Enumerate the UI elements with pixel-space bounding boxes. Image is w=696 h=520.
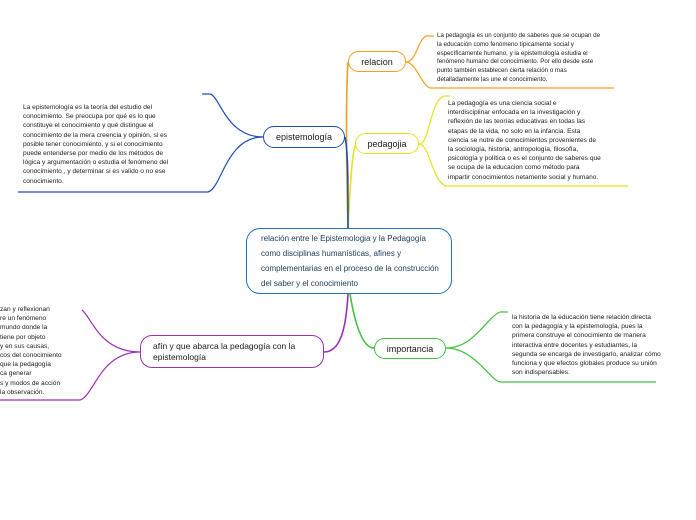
subtopic-importancia-text[interactable]: la historia de la educación tiene relación directa con la pedagogía y la epistemología, pues la primera construye el conocimiento de manera interactiva entre docentes y estudiantes, la segunda se encarga de investigarlo, analizar cómo funciona y que efectos globales produce su unión son indispensables. xyxy=(512,314,661,377)
topic-relacion-label: relacion xyxy=(361,56,393,67)
topic-relacion[interactable] xyxy=(348,51,406,72)
subtopic-afin-text[interactable]: zan y reflexionan re un fenómeno mundo donde la tiene por objeto y en sus causas, cos del conocimiento que la pedagogía ca generar s y modos de acción la observación. xyxy=(0,306,62,396)
link-pedagogia xyxy=(348,144,356,228)
central-topic-line: como disciplinas humanísticas, afines y xyxy=(261,249,402,258)
topic-epistemologia[interactable] xyxy=(263,126,345,148)
central-topic-line: complementarias en el proceso de la construcción xyxy=(261,264,439,273)
topic-afin[interactable] xyxy=(140,335,324,368)
topic-pedagogia[interactable] xyxy=(355,133,419,154)
link-afin xyxy=(324,294,348,352)
topic-pedagogia-label: pedagojia xyxy=(367,138,407,149)
central-topic-node[interactable] xyxy=(246,228,452,294)
central-topic-line: del saber y el conocimiento xyxy=(261,279,358,288)
topic-afin-label: afín y que abarca la pedagogía con la epistemología xyxy=(153,340,296,362)
central-topic-line: relación entre le Epistemologia y la Pedagogía xyxy=(261,234,426,243)
subtopic-epistemologia-text[interactable]: La epistemología es la teoría del estudio del conocimiento. Se preocupa por qué es lo que constituye el conocimiento y qué distingue el conocimiento de la mera creencia y opinión, si es posible tener conocimiento, y si el conocimiento puede entenderse por medio de los métodos de lógica y argumentación o estudia el fenómeno del conocimiento , y determinar si es valido o no ese conocimiento. xyxy=(23,104,169,185)
central-topic-text xyxy=(261,231,439,291)
link-importancia xyxy=(350,294,374,348)
subtopic-relacion-text[interactable]: La pedagogía es un conjunto de saberes que se ocupan de la educación como fenómeno típicamente social y específicamente humano, y la epistemología estudia el fenómeno humano del conocimiento. Por ello desde este punto también establecen cierta relación o mas detalladamente las une el conocimiento. xyxy=(437,32,601,83)
topic-importancia[interactable] xyxy=(374,338,446,359)
topic-epistemologia-label: epistemología xyxy=(275,132,333,142)
subtopic-pedagogia-text[interactable]: La pedagogía es una ciencia social e interdisciplinar enfocada en la investigación y reflexión de las teorías educativas en todas las etapas de la vida, no solo en la infancia. Esta ciencia se nutre de conocimientos provenientes de la sociología, historia, antropología, filosofía, psicología y política o es el conjunto de saberes que se ocupa de la educacion como método para impartir conocimientos netamente social y humano. xyxy=(448,100,601,181)
topic-importancia-label: importancia xyxy=(386,343,434,354)
